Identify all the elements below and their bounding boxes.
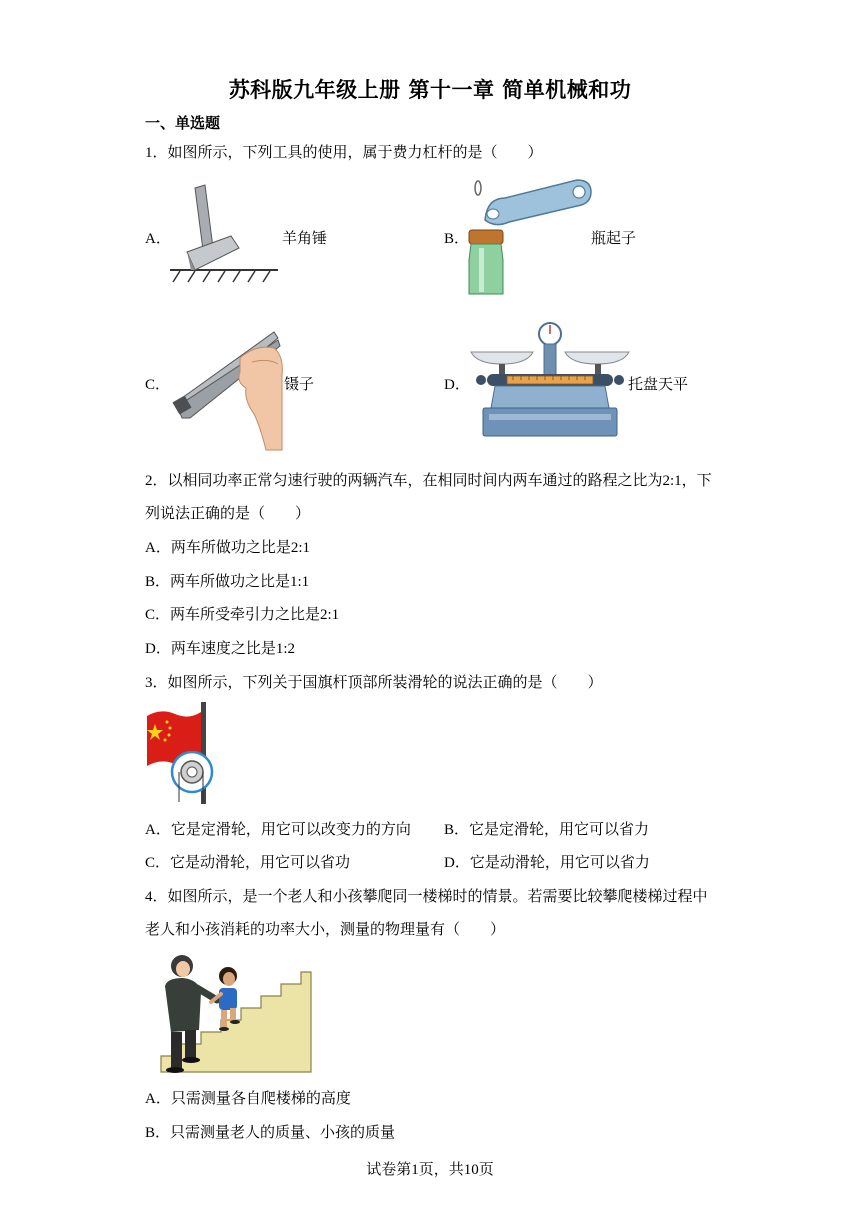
q3-option-c: C．它是动滑轮，用它可以省功: [145, 855, 351, 871]
q1-option-c-label: 镊子: [284, 377, 315, 393]
page-footer: 试卷第1页，共10页: [366, 1162, 494, 1178]
q1-stem: 1．如图所示，下列工具的使用，属于费力杠杆的是（ ）: [145, 145, 543, 161]
stairs-climbing-image: [145, 952, 313, 1074]
tweezers-image: [170, 328, 286, 450]
page-title: 苏科版九年级上册 第十一章 简单机械和功: [228, 78, 632, 102]
flagpole-pulley-image: [145, 702, 215, 804]
q1-option-c-letter: C．: [145, 377, 171, 393]
q2-stem-line2: 列说法正确的是（ ）: [145, 506, 311, 522]
q3-option-b: B．它是定滑轮，用它可以省力: [444, 822, 650, 838]
section-heading: 一、单选题: [145, 114, 221, 132]
q1-option-d-label: 托盘天平: [628, 377, 689, 393]
q3-stem: 3．如图所示，下列关于国旗杆顶部所装滑轮的说法正确的是（ ）: [145, 675, 603, 691]
q1-option-a-label: 羊角锤: [282, 231, 328, 247]
q1-option-b-label: 瓶起子: [591, 231, 637, 247]
q4-stem-line2: 老人和小孩消耗的功率大小，测量的物理量有（ ）: [145, 922, 506, 938]
q4-stem-line1: 4．如图所示，是一个老人和小孩攀爬同一楼梯时的情景。若需要比较攀爬楼梯过程中: [145, 889, 708, 905]
q1-option-d-letter: D．: [444, 377, 470, 393]
q2-stem-line1: 2．以相同功率正常匀速行驶的两辆汽车，在相同时间内两车通过的路程之比为2:1，下: [145, 473, 712, 489]
q1-option-b-letter: B．: [444, 231, 470, 247]
q4-option-b: B．只需测量老人的质量、小孩的质量: [145, 1125, 396, 1141]
balance-scale-image: [469, 322, 631, 440]
bottle-opener-image: [465, 176, 595, 294]
q2-option-c: C．两车所受牵引力之比是2:1: [145, 607, 340, 623]
hammer-image: [165, 180, 285, 285]
q2-option-a: A．两车所做功之比是2:1: [145, 540, 311, 556]
q2-option-d: D．两车速度之比是1:2: [145, 641, 296, 657]
q1-option-a-letter: A．: [145, 231, 171, 247]
q3-option-d: D．它是动滑轮，用它可以省力: [444, 855, 650, 871]
q2-option-b: B．两车所做功之比是1:1: [145, 574, 310, 590]
q3-option-a: A．它是定滑轮，用它可以改变力的方向: [145, 822, 411, 838]
q4-option-a: A．只需测量各自爬楼梯的高度: [145, 1091, 351, 1107]
